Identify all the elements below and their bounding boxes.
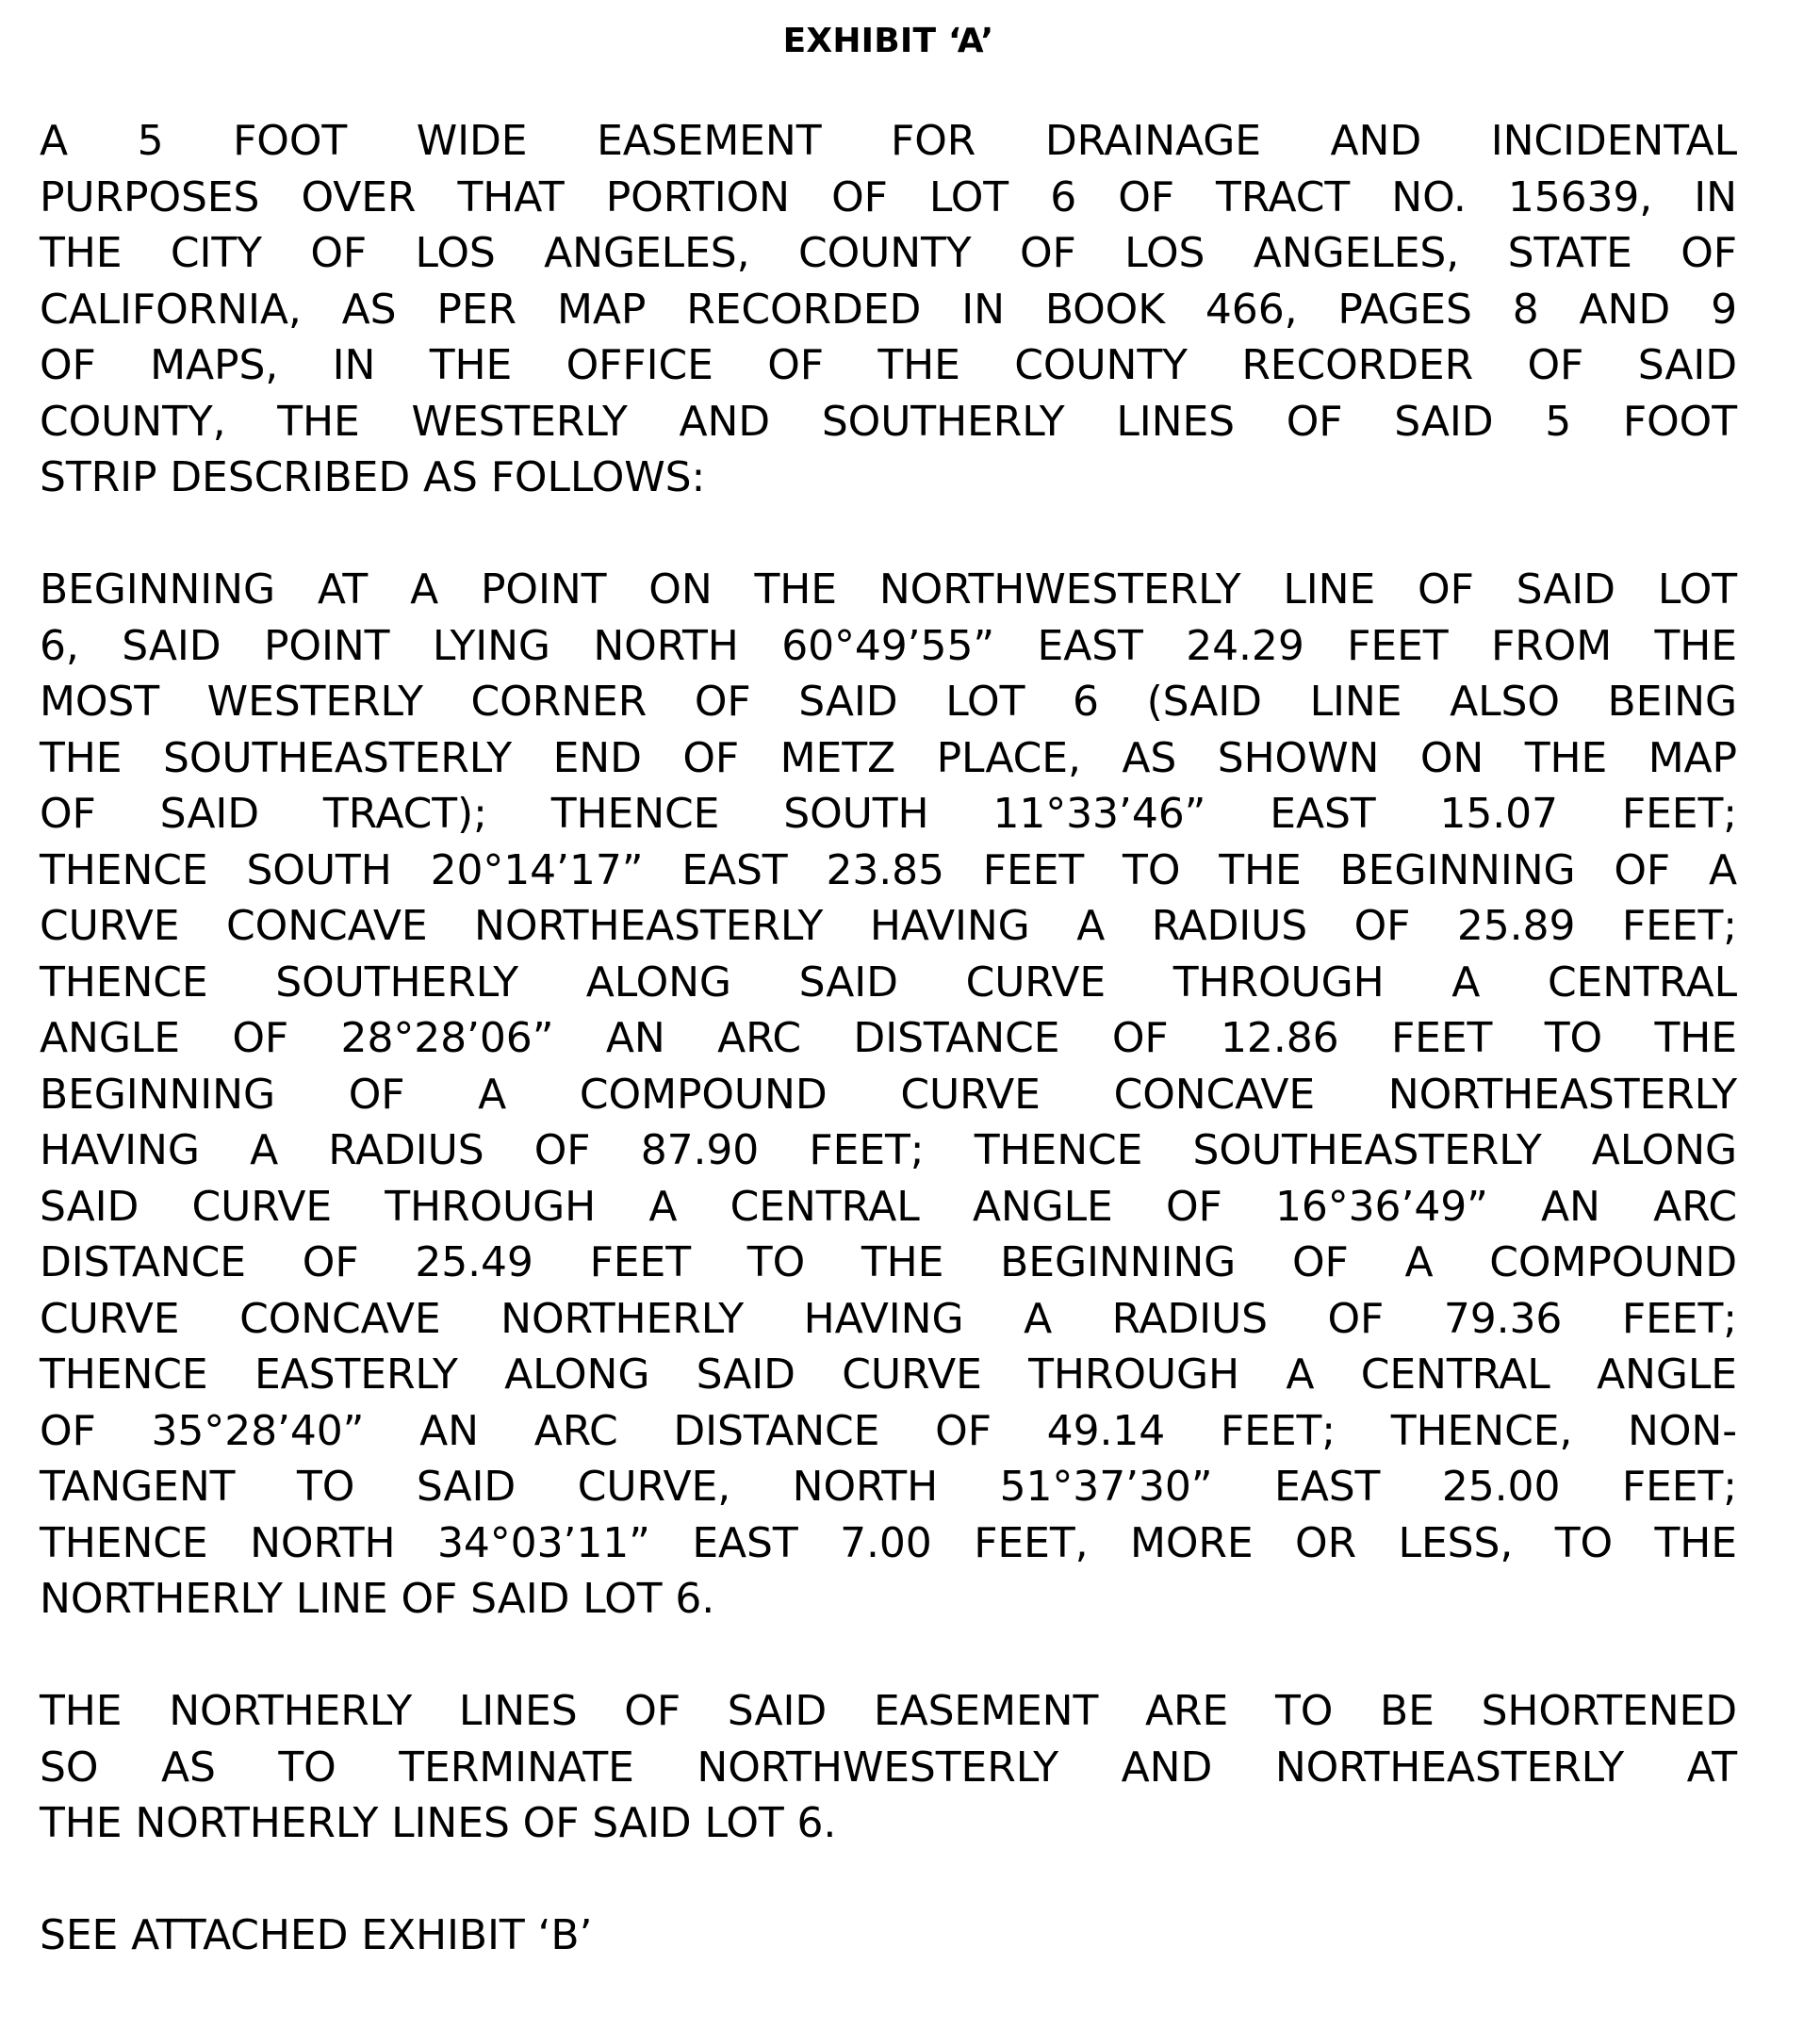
text-line: SAID CURVE THROUGH A CENTRAL ANGLE OF 16°36’49” AN ARC [40,1182,1737,1231]
text-line: SEE ATTACHED EXHIBIT ‘B’ [40,1911,593,1959]
paragraph-easement-description [40,113,1737,506]
text-line: DISTANCE OF 25.49 FEET TO THE BEGINNING OF A COMPOUND [40,1238,1737,1286]
paragraph-gap [40,1852,1737,1908]
paragraph-see-attached-note [40,1907,1737,1964]
text-line: A 5 FOOT WIDE EASEMENT FOR DRAINAGE AND INCIDENTAL [40,117,1737,165]
text-line: ANGLE OF 28°28’06” AN ARC DISTANCE OF 12.86 FEET TO THE [40,1014,1737,1062]
text-line: THE NORTHERLY LINES OF SAID EASEMENT ARE TO BE SHORTENED [40,1687,1737,1735]
paragraph-gap [40,1628,1737,1684]
title-spacer [40,70,1737,113]
text-line: TANGENT TO SAID CURVE, NORTH 51°37’30” EAST 25.00 FEET; [40,1463,1737,1511]
text-line: THE CITY OF LOS ANGELES, COUNTY OF LOS ANGELES, STATE OF [40,229,1737,277]
text-line: OF 35°28’40” AN ARC DISTANCE OF 49.14 FEET; THENCE, NON- [40,1406,1737,1455]
paragraph-shortening-clause [40,1683,1737,1852]
text-line: PURPOSES OVER THAT PORTION OF LOT 6 OF TRACT NO. 15639, IN [40,172,1737,221]
text-line: SO AS TO TERMINATE NORTHWESTERLY AND NORTHEASTERLY AT [40,1743,1737,1792]
text-line: NORTHERLY LINE OF SAID LOT 6. [40,1575,715,1623]
text-line: MOST WESTERLY CORNER OF SAID LOT 6 (SAID LINE ALSO BEING [40,678,1737,726]
text-line: STRIP DESCRIBED AS FOLLOWS: [40,453,706,501]
text-line: COUNTY, THE WESTERLY AND SOUTHERLY LINES OF SAID 5 FOOT [40,397,1737,446]
text-line: OF MAPS, IN THE OFFICE OF THE COUNTY RECORDER OF SAID [40,341,1737,389]
text-line: 6, SAID POINT LYING NORTH 60°49’55” EAST 24.29 FEET FROM THE [40,621,1737,670]
text-line: THENCE EASTERLY ALONG SAID CURVE THROUGH A CENTRAL ANGLE [40,1351,1737,1399]
text-line: THENCE SOUTH 20°14’17” EAST 23.85 FEET TO THE BEGINNING OF A [40,845,1737,894]
text-line: BEGINNING AT A POINT ON THE NORTHWESTERLY LINE OF SAID LOT [40,565,1737,614]
paragraph-metes-and-bounds [40,562,1737,1628]
text-line: HAVING A RADIUS OF 87.90 FEET; THENCE SOUTHEASTERLY ALONG [40,1126,1737,1174]
document-text-column [40,0,1737,1964]
paragraph-gap [40,506,1737,563]
page-title: EXHIBIT ‘A’ [782,22,994,60]
text-line: OF SAID TRACT); THENCE SOUTH 11°33’46” EAST 15.07 FEET; [40,790,1737,838]
text-line: THENCE SOUTHERLY ALONG SAID CURVE THROUGH A CENTRAL [40,958,1737,1007]
text-line: THE SOUTHEASTERLY END OF METZ PLACE, AS SHOWN ON THE MAP [40,733,1737,782]
text-line: THE NORTHERLY LINES OF SAID LOT 6. [40,1799,837,1847]
text-line: CURVE CONCAVE NORTHERLY HAVING A RADIUS OF 79.36 FEET; [40,1294,1737,1343]
text-line: CALIFORNIA, AS PER MAP RECORDED IN BOOK 466, PAGES 8 AND 9 [40,285,1737,334]
text-line: BEGINNING OF A COMPOUND CURVE CONCAVE NORTHEASTERLY [40,1070,1737,1119]
text-line: CURVE CONCAVE NORTHEASTERLY HAVING A RADIUS OF 25.89 FEET; [40,902,1737,950]
text-line: THENCE NORTH 34°03’11” EAST 7.00 FEET, MORE OR LESS, TO THE [40,1518,1737,1567]
